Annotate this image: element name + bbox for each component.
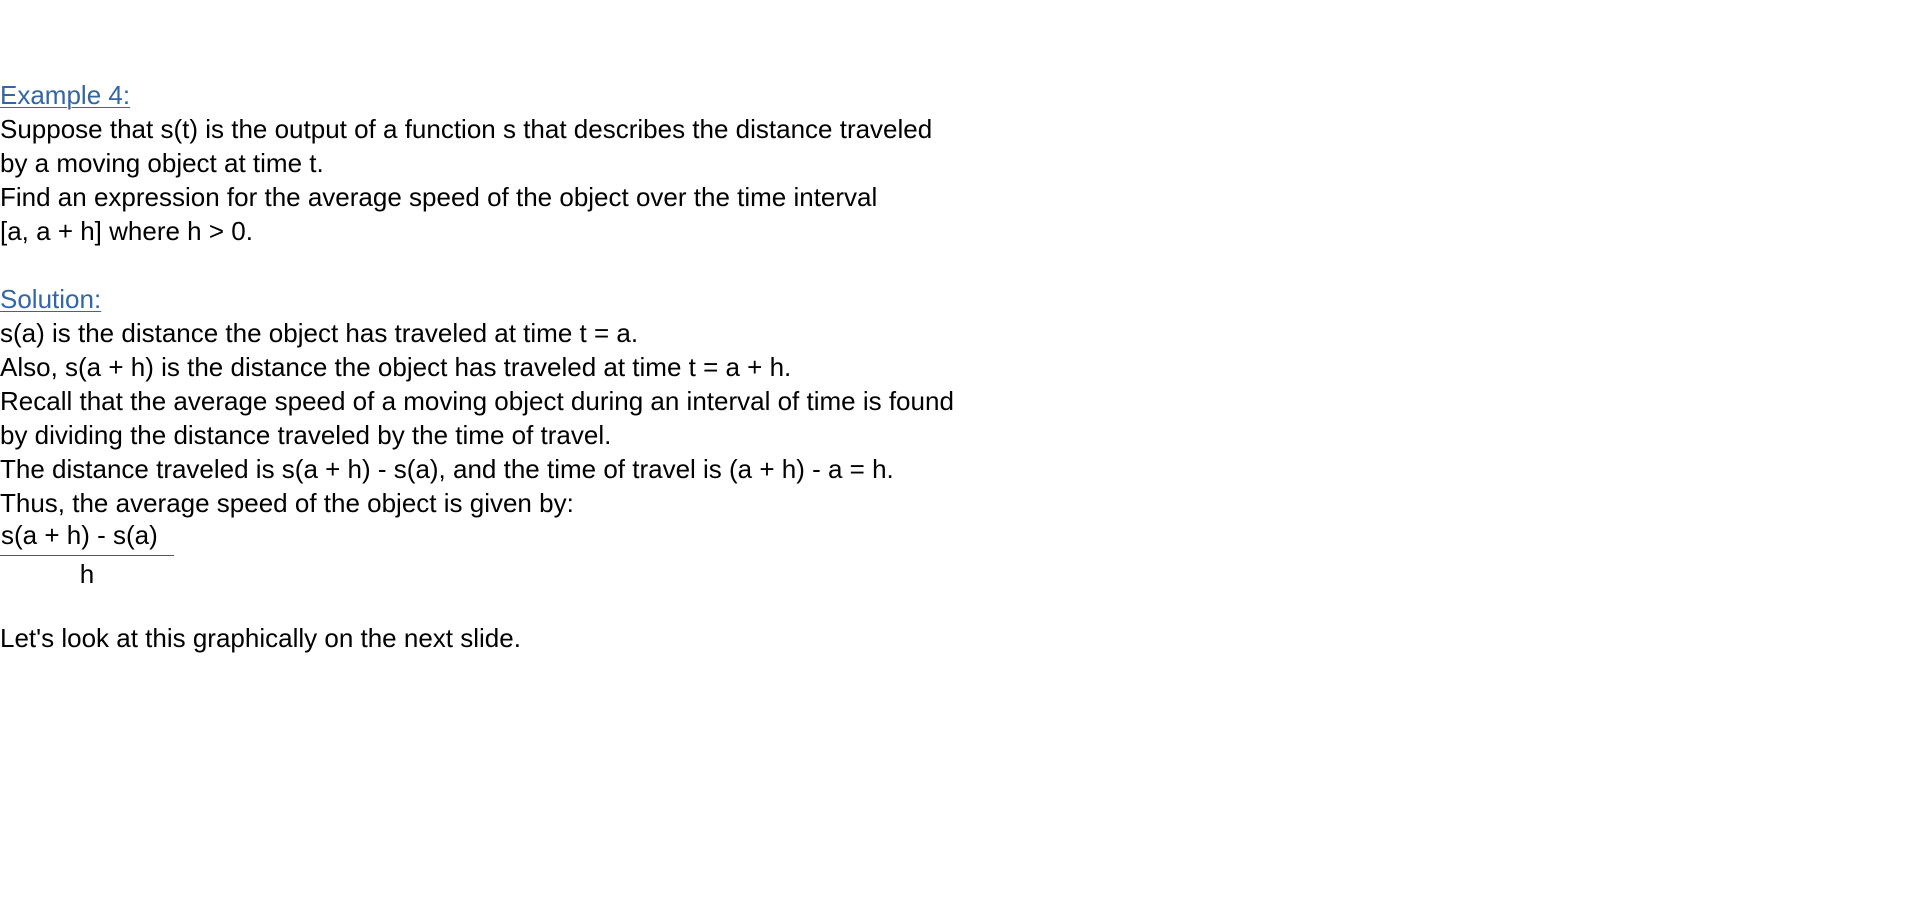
solution-line: The distance traveled is s(a + h) - s(a), and the time of travel is (a + h) - a = h.	[0, 454, 894, 484]
solution-heading: Solution:	[0, 284, 102, 314]
example-line: [a, a + h] where h > 0.	[0, 216, 253, 246]
example-heading: Example 4:	[0, 80, 131, 110]
solution-line: Thus, the average speed of the object is given by:	[0, 488, 574, 518]
solution-line: Recall that the average speed of a moving object during an interval of time is found	[0, 386, 954, 416]
fraction-bar	[0, 555, 174, 556]
solution-line: s(a) is the distance the object has traveled at time t = a.	[0, 318, 639, 348]
fraction-denominator: h	[79, 559, 95, 589]
example-line: Suppose that s(t) is the output of a function s that describes the distance traveled	[0, 114, 933, 144]
example-line: by a moving object at time t.	[0, 148, 324, 178]
closing-line: Let's look at this graphically on the next slide.	[0, 623, 521, 653]
solution-line: by dividing the distance traveled by the time of travel.	[0, 420, 612, 450]
example-line: Find an expression for the average speed of the object over the time interval	[0, 182, 878, 212]
solution-line: Also, s(a + h) is the distance the object has traveled at time t = a + h.	[0, 352, 792, 382]
fraction-numerator: s(a + h) - s(a)	[1, 520, 158, 550]
